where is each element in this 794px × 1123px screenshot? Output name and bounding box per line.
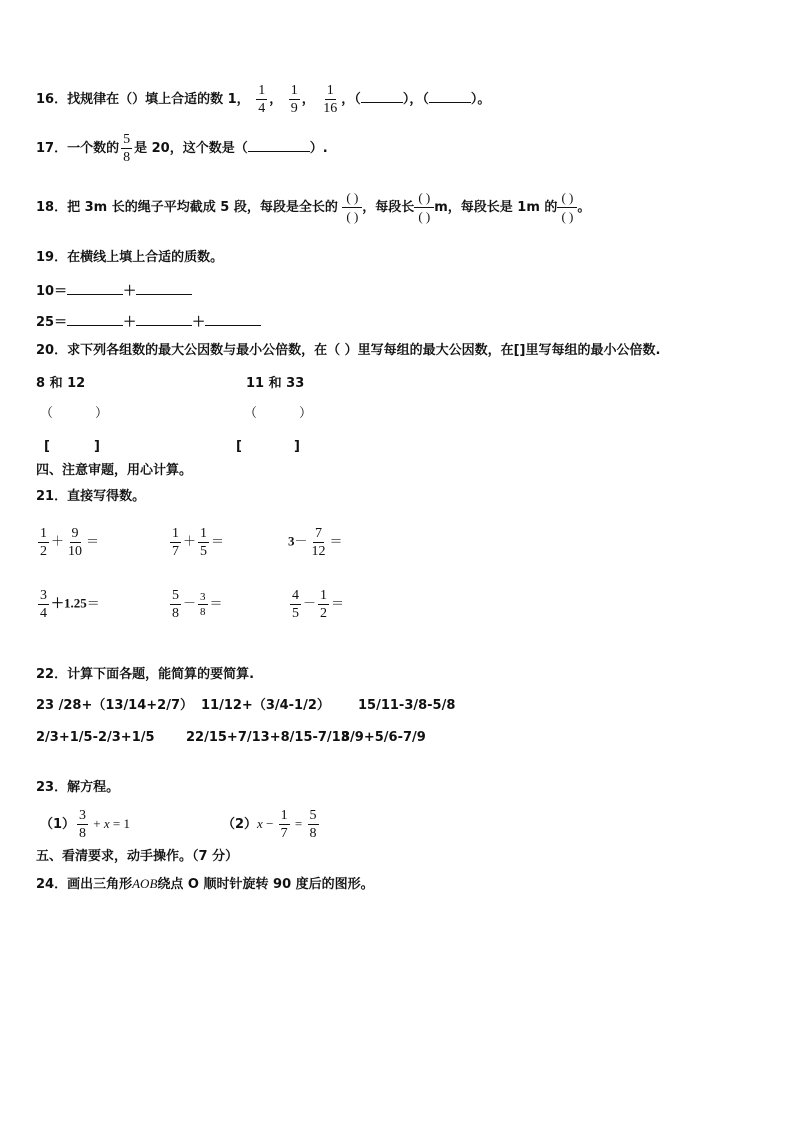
q21-expr-5: $\frac{5}{8}$ － $\frac{3}{8}$ ＝ — [172, 588, 223, 621]
q22-expr-1: 23 /28+（13/14+2/7） — [36, 698, 194, 713]
q20-number: 20． — [36, 343, 68, 358]
q19-blank-3[interactable] — [67, 313, 123, 326]
q23-number: 23． — [36, 780, 68, 795]
q21-expr-6: $\frac{4}{5}$ － $\frac{1}{2}$ ＝ — [292, 588, 345, 621]
q20-lcm-blank-1[interactable]: [ ] — [44, 439, 100, 454]
section-4-heading: 四、注意审题，用心计算。 — [36, 463, 193, 478]
q16-fraction-3: $\frac{1}{16}$ — [323, 83, 338, 116]
q17-fraction: $\frac{5}{8}$ — [123, 132, 131, 165]
question-18: 18．把 3m 长的绳子平均截成 5 段，每段是全长的 ( ) ( ) ，每段长 ( ) ( ) m，每段长是 1m 的 ( ) ( ) 。 — [36, 190, 591, 224]
q16-fraction-2: $\frac{1}{9}$ — [290, 83, 298, 116]
q18-answer-fraction-3[interactable]: ( ) ( ) — [557, 189, 577, 226]
question-22: 22．计算下面各题，能简算的要简算. — [36, 667, 255, 682]
q20-group-2: 11 和 33 — [246, 376, 305, 391]
q16-fraction-1: $\frac{1}{4}$ — [258, 83, 266, 116]
question-16: 16．找规律在（）填上合适的数 1， $\frac{1}{4}$ ， $\frac{1}{9}$ ， $\frac{1}{16}$ ，（ ），（ ）。 — [36, 83, 491, 116]
q17-number: 17． — [36, 141, 68, 156]
q18-number: 18． — [36, 200, 68, 215]
q16-answer-blank-2[interactable] — [429, 90, 471, 103]
q21-expr-4: $\frac{3}{4}$ ＋1.25＝ — [40, 588, 100, 621]
question-19: 19．在横线上填上合适的质数。 — [36, 250, 224, 265]
q20-gcd-blank-2[interactable]: （ ） — [244, 406, 313, 421]
q20-group-1: 8 和 12 — [36, 376, 86, 391]
q19-blank-2[interactable] — [136, 282, 192, 295]
q24-number: 24． — [36, 877, 68, 892]
q21-number: 21． — [36, 489, 68, 504]
q22-expr-5: 22/15+7/13+8/15-7/13 — [186, 730, 350, 745]
q19-blank-4[interactable] — [136, 313, 192, 326]
q20-lcm-blank-2[interactable]: [ ] — [236, 439, 300, 454]
question-24: 24．画出三角形AOB绕点 O 顺时针旋转 90 度后的图形。 — [36, 876, 374, 892]
q16-text: 找规律在（）填上合适的数 1， — [67, 92, 250, 107]
section-5-heading: 五、看清要求，动手操作。（7 分） — [36, 849, 239, 864]
q19-blank-1[interactable] — [67, 282, 123, 295]
q16-number: 16． — [36, 92, 68, 107]
q19-number: 19． — [36, 250, 68, 265]
q19-line-2: 25＝ ＋ ＋ — [36, 313, 261, 331]
question-17: 17．一个数的 $\frac{5}{8}$ 是 20，这个数是（ ）. — [36, 132, 328, 165]
q16-answer-blank-1[interactable] — [361, 90, 403, 103]
q22-expr-3: 15/11-3/8-5/8 — [358, 698, 456, 713]
q23-equation-1: （1） $\frac{3}{8}$ + x = 1 — [40, 808, 131, 841]
q19-line-1: 10＝ ＋ — [36, 282, 192, 300]
q22-expr-4: 2/3+1/5-2/3+1/5 — [36, 730, 155, 745]
question-23: 23．解方程。 — [36, 780, 120, 795]
question-21: 21．直接写得数。 — [36, 489, 146, 504]
q19-blank-5[interactable] — [205, 313, 261, 326]
q20-gcd-blank-1[interactable]: （ ） — [40, 406, 109, 421]
q18-answer-fraction-2[interactable]: ( ) ( ) — [414, 189, 434, 226]
q21-expr-3: 3－ $\frac{7}{12}$ ＝ — [288, 526, 343, 559]
q23-equation-2: （2）x − $\frac{1}{7}$ = $\frac{5}{8}$ — [222, 808, 317, 841]
q21-expr-1: $\frac{1}{2}$ ＋ $\frac{9}{10}$ ＝ — [40, 526, 100, 559]
q22-expr-2: 11/12+（3/4-1/2） — [201, 698, 330, 713]
q22-expr-6: 8/9+5/6-7/9 — [341, 730, 426, 745]
q18-answer-fraction-1[interactable]: ( ) ( ) — [342, 189, 362, 226]
q22-number: 22． — [36, 667, 68, 682]
q17-answer-blank[interactable] — [248, 139, 310, 152]
question-20: 20．求下列各组数的最大公因数与最小公倍数，在（ ）里写每组的最大公因数，在[]里写每组的最小公倍数. — [36, 343, 661, 358]
q21-expr-2: $\frac{1}{7}$ ＋ $\frac{1}{5}$ ＝ — [172, 526, 225, 559]
